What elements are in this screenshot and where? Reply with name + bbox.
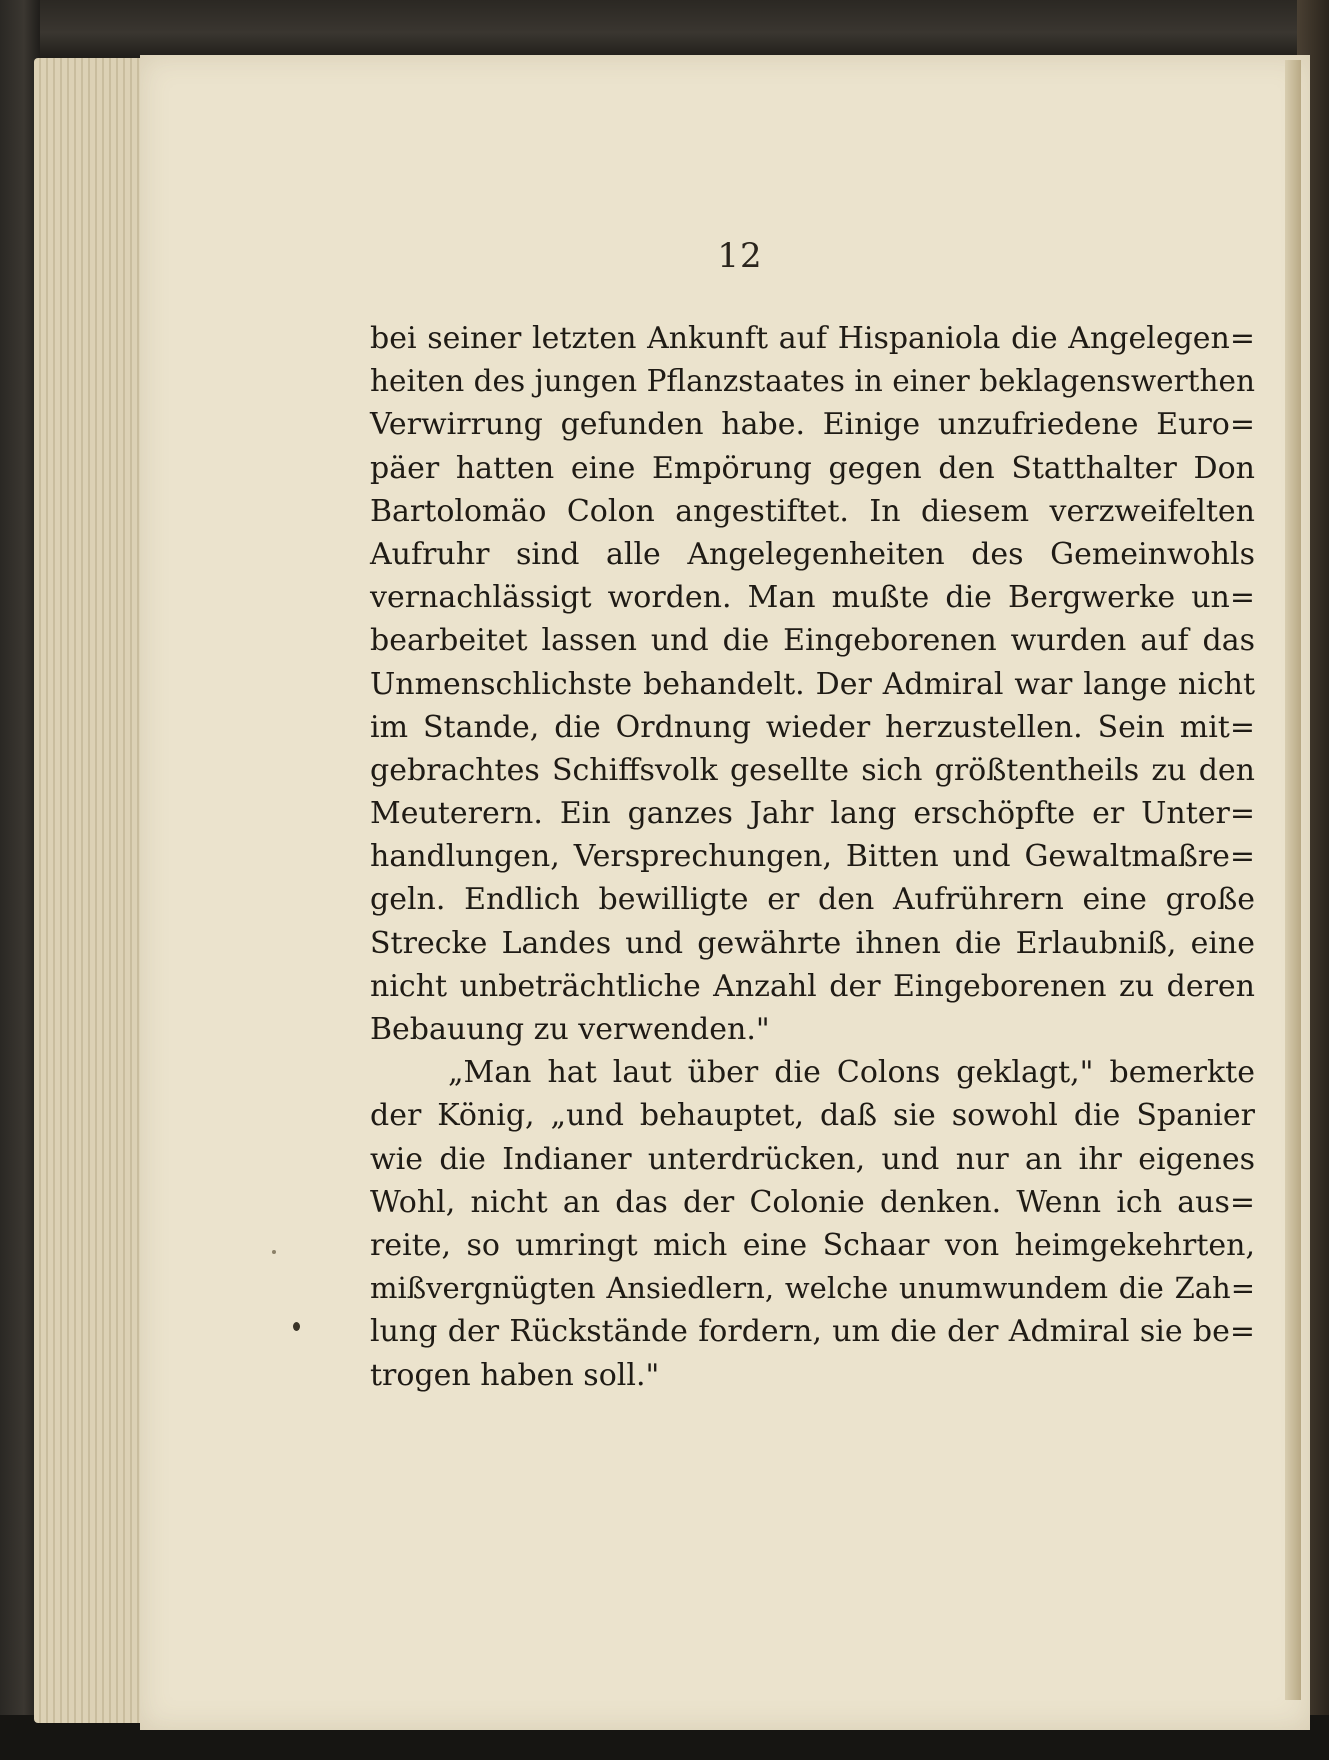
text-line: bearbeitet lassen und die Eingeborenen wurden auf das bbox=[370, 623, 1255, 659]
text-line: geln. Endlich bewilligte er den Aufrührern eine große bbox=[370, 882, 1255, 918]
text-line: Aufruhr sind alle Angelegenheiten des Gemeinwohls bbox=[370, 536, 1255, 572]
text-line: handlungen, Versprechungen, Bitten und Gewaltmaßre= bbox=[370, 839, 1255, 875]
page-edges bbox=[34, 58, 154, 1723]
page-number: 12 bbox=[717, 236, 763, 276]
text-line: nicht unbeträchtliche Anzahl der Eingeborenen zu deren bbox=[370, 968, 1255, 1004]
text-line: Strecke Landes und gewährte ihnen die Erlaubniß, eine bbox=[370, 925, 1255, 961]
book-cover-top bbox=[0, 0, 1329, 60]
text-line: lung der Rückstände fordern, um die der Admiral sie be= bbox=[370, 1314, 1255, 1350]
ink-spot bbox=[293, 1322, 300, 1331]
text-line: Bebauung zu verwenden." bbox=[370, 1012, 770, 1047]
text-line: wie die Indianer unterdrücken, und nur an ihr eigenes bbox=[370, 1141, 1255, 1177]
text-line: Wohl, nicht an das der Colonie denken. Wenn ich aus= bbox=[370, 1184, 1255, 1220]
ink-spot bbox=[272, 1250, 276, 1254]
text-line: „Man hat laut über die Colons geklagt," bemerkte bbox=[448, 1055, 1255, 1091]
text-line: mißvergnügten Ansiedlern, welche unumwundem die Zah= bbox=[370, 1271, 1255, 1306]
text-line: Verwirrung gefunden habe. Einige unzufriedene Euro= bbox=[370, 407, 1255, 443]
text-line: Unmenschlichste behandelt. Der Admiral war lange nicht bbox=[370, 666, 1255, 702]
text-line: päer hatten eine Empörung gegen den Statthalter Don bbox=[370, 450, 1255, 486]
page-right-edge bbox=[1285, 60, 1301, 1700]
text-line: vernachlässigt worden. Man mußte die Bergwerke un= bbox=[370, 580, 1255, 616]
text-line: im Stande, die Ordnung wieder herzustellen. Sein mit= bbox=[370, 709, 1255, 745]
text-line: gebrachtes Schiffsvolk gesellte sich größtentheils zu den bbox=[370, 752, 1255, 788]
text-line: Meuterern. Ein ganzes Jahr lang erschöpfte er Unter= bbox=[370, 796, 1255, 832]
text-line: trogen haben soll." bbox=[370, 1357, 660, 1393]
text-line: reite, so umringt mich eine Schaar von heimgekehrten, bbox=[370, 1227, 1255, 1263]
text-line: Bartolomäo Colon angestiftet. In diesem verzweifelten bbox=[370, 493, 1255, 529]
text-line: heiten des jungen Pflanzstaates in einer beklagenswerthen bbox=[370, 364, 1255, 399]
text-line: der König, „und behauptet, daß sie sowohl die Spanier bbox=[370, 1098, 1255, 1134]
text-line: bei seiner letzten Ankunft auf Hispaniola die Angelegen= bbox=[370, 321, 1255, 356]
page-text bbox=[370, 317, 1255, 1397]
